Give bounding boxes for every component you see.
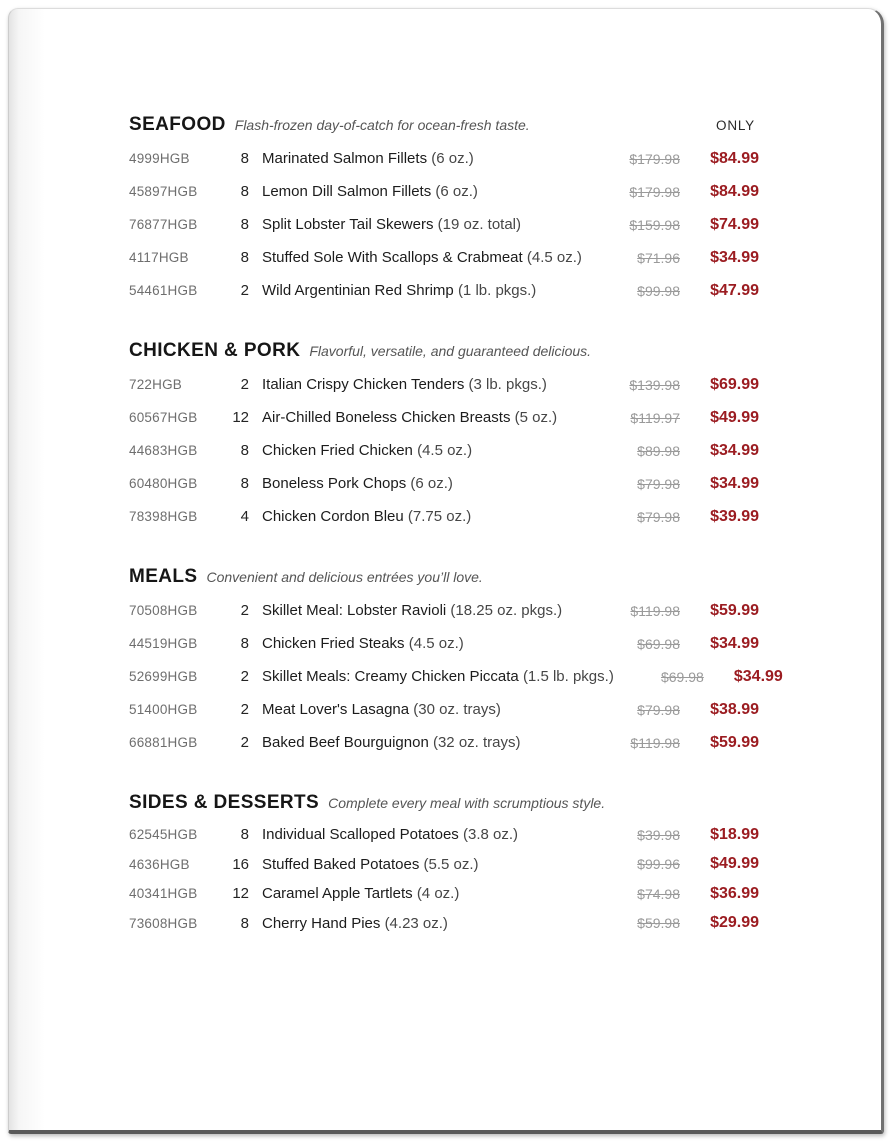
item-sale-price: $74.99	[710, 215, 759, 233]
item-name	[262, 701, 590, 718]
catalog-item-row	[129, 175, 759, 208]
item-quantity: 8	[240, 442, 249, 459]
item-original-price: $159.98	[629, 216, 680, 233]
item-name	[262, 826, 590, 843]
section-header	[129, 566, 759, 590]
item-title: Marinated Salmon Fillets	[262, 150, 428, 167]
item-size: (3.8 oz.)	[462, 826, 519, 844]
item-code: 54461HGB	[129, 283, 198, 298]
section-tagline: Complete every meal with scrumptious style.	[328, 795, 606, 811]
item-quantity: 2	[240, 376, 249, 393]
section-header	[129, 340, 759, 364]
item-quantity: 2	[240, 701, 249, 718]
section-title: MEALS	[129, 566, 198, 587]
item-size: (5.5 oz.)	[423, 855, 479, 873]
catalog-item-row	[129, 142, 759, 175]
section-chicken-pork	[129, 340, 759, 533]
catalog-item-row	[129, 660, 783, 693]
catalog-item-row	[129, 434, 759, 467]
catalog-item-row	[129, 500, 759, 533]
catalog-item-row	[129, 401, 759, 434]
item-original-price: $139.98	[629, 376, 680, 393]
item-original-price: $79.98	[637, 701, 680, 718]
item-sale-price: $29.99	[710, 914, 759, 932]
catalog-item-row	[129, 594, 759, 627]
section-title: SIDES & DESSERTS	[129, 792, 320, 813]
item-name	[262, 249, 590, 266]
item-original-price: $179.98	[629, 183, 680, 200]
item-name	[262, 602, 590, 619]
item-title: Split Lobster Tail Skewers	[262, 216, 434, 233]
item-name	[262, 668, 614, 685]
item-sale-price: $49.99	[710, 408, 759, 426]
item-code: 73608HGB	[129, 915, 198, 931]
item-code: 44519HGB	[129, 636, 198, 651]
item-original-price: $74.98	[637, 885, 680, 902]
item-name	[262, 856, 590, 873]
item-size: (7.75 oz.)	[407, 508, 472, 525]
item-size: (5 oz.)	[514, 409, 558, 426]
item-code: 78398HGB	[129, 509, 198, 524]
item-quantity: 8	[240, 183, 249, 200]
item-size: (4 oz.)	[416, 885, 460, 903]
item-sale-price: $59.99	[710, 601, 759, 619]
item-sale-price: $34.99	[710, 474, 759, 492]
catalog-item-row	[129, 627, 759, 660]
item-title: Cherry Hand Pies	[262, 914, 381, 932]
section-header	[129, 114, 759, 138]
item-code: 45897HGB	[129, 184, 198, 199]
item-title: Air-Chilled Boneless Chicken Breasts	[262, 409, 511, 426]
section-meals	[129, 566, 783, 759]
item-code: 51400HGB	[129, 702, 198, 717]
item-original-price: $119.98	[630, 734, 680, 751]
item-code: 76877HGB	[129, 217, 198, 232]
item-original-price: $69.98	[637, 635, 680, 652]
item-sale-price: $34.99	[710, 441, 759, 459]
catalog-item-row	[129, 909, 759, 939]
item-name	[262, 734, 590, 751]
item-name	[262, 915, 590, 932]
item-original-price: $59.98	[637, 915, 680, 932]
item-quantity: 4	[240, 508, 249, 525]
item-title: Skillet Meal: Lobster Ravioli	[262, 602, 447, 619]
catalog-item-row	[129, 208, 759, 241]
item-original-price: $89.98	[637, 442, 680, 459]
item-sale-price: $84.99	[710, 149, 759, 167]
item-size: (6 oz.)	[410, 475, 453, 492]
item-code: 4636HGB	[129, 856, 190, 872]
catalog-item-row	[129, 850, 759, 880]
catalog-item-row	[129, 879, 759, 909]
item-title: Skillet Meals: Creamy Chicken Piccata	[262, 668, 519, 685]
item-name	[262, 442, 590, 459]
item-title: Stuffed Baked Potatoes	[262, 855, 420, 873]
item-code: 62545HGB	[129, 827, 198, 843]
price-list	[129, 114, 783, 938]
section-tagline: Convenient and delicious entrées you’ll love.	[206, 569, 483, 585]
item-size: (3 lb. pkgs.)	[468, 376, 547, 393]
item-name	[262, 150, 590, 167]
item-title: Chicken Cordon Bleu	[262, 508, 404, 525]
section-tagline: Flash-frozen day-of-catch for ocean-fresh taste.	[234, 117, 530, 133]
item-sale-price: $59.99	[710, 733, 759, 751]
item-original-price: $99.98	[637, 282, 680, 299]
item-original-price: $99.96	[637, 856, 680, 873]
item-title: Chicken Fried Steaks	[262, 635, 405, 652]
item-size: (4.5 oz.)	[408, 635, 464, 652]
item-code: 722HGB	[129, 377, 182, 392]
item-sale-price: $39.99	[710, 507, 759, 525]
item-original-price: $79.98	[637, 508, 680, 525]
item-size: (4.23 oz.)	[384, 914, 448, 932]
section-title: CHICKEN & PORK	[129, 340, 301, 361]
item-quantity: 8	[240, 249, 249, 266]
section-title: SEAFOOD	[129, 114, 226, 135]
item-name	[262, 183, 590, 200]
item-quantity: 2	[240, 602, 249, 619]
item-title: Baked Beef Bourguignon	[262, 734, 429, 751]
item-title: Meat Lover's Lasagna	[262, 701, 410, 718]
item-title: Lemon Dill Salmon Fillets	[262, 183, 432, 200]
item-size: (30 oz. trays)	[413, 701, 501, 718]
item-quantity: 8	[240, 635, 249, 652]
item-code: 70508HGB	[129, 603, 198, 618]
item-size: (1.5 lb. pkgs.)	[522, 668, 614, 685]
item-name	[262, 376, 590, 393]
item-quantity: 8	[240, 150, 249, 167]
item-quantity: 2	[240, 282, 249, 299]
catalog-item-row	[129, 368, 759, 401]
section-seafood	[129, 114, 759, 307]
item-title: Stuffed Sole With Scallops & Crabmeat	[262, 249, 523, 266]
item-sale-price: $34.99	[710, 634, 759, 652]
item-size: (6 oz.)	[435, 183, 478, 200]
item-sale-price: $84.99	[710, 182, 759, 200]
item-name	[262, 635, 590, 652]
section-sides-desserts	[129, 792, 759, 938]
item-size: (32 oz. trays)	[432, 734, 521, 751]
item-quantity: 8	[240, 826, 249, 844]
item-sale-price: $36.99	[710, 884, 759, 902]
item-sale-price: $69.99	[710, 375, 759, 393]
section-header	[129, 792, 759, 816]
item-size: (4.5 oz.)	[417, 442, 473, 459]
item-name	[262, 409, 590, 426]
item-name	[262, 508, 590, 525]
item-original-price: $71.96	[637, 249, 680, 266]
item-quantity: 12	[232, 885, 249, 903]
item-code: 4117HGB	[129, 250, 189, 265]
item-original-price: $79.98	[637, 475, 680, 492]
item-sale-price: $34.99	[710, 248, 759, 266]
catalog-item-row	[129, 726, 759, 759]
item-title: Boneless Pork Chops	[262, 475, 407, 492]
item-code: 52699HGB	[129, 669, 198, 684]
item-sale-price: $38.99	[710, 700, 759, 718]
catalog-item-row	[129, 241, 759, 274]
catalog-item-row	[129, 693, 759, 726]
item-quantity: 2	[240, 734, 249, 751]
catalog-item-row	[129, 820, 759, 850]
item-code: 40341HGB	[129, 886, 198, 902]
item-quantity: 12	[232, 409, 249, 426]
item-title: Chicken Fried Chicken	[262, 442, 413, 459]
item-code: 60480HGB	[129, 476, 198, 491]
section-tagline: Flavorful, versatile, and guaranteed delicious.	[309, 343, 592, 359]
item-sale-price: $47.99	[710, 281, 759, 299]
item-code: 4999HGB	[129, 151, 190, 166]
catalog-page	[8, 8, 884, 1134]
catalog-item-row	[129, 274, 759, 307]
item-sale-price: $49.99	[710, 855, 759, 873]
item-name	[262, 475, 590, 492]
item-original-price: $179.98	[629, 150, 680, 167]
item-original-price: $39.98	[637, 826, 680, 843]
item-original-price: $69.98	[660, 668, 704, 685]
item-sale-price: $34.99	[733, 667, 783, 685]
item-title: Italian Crispy Chicken Tenders	[262, 376, 465, 393]
item-original-price: $119.97	[630, 409, 680, 426]
catalog-item-row	[129, 467, 759, 500]
item-title: Caramel Apple Tartlets	[262, 885, 413, 903]
item-quantity: 8	[240, 216, 249, 233]
item-size: (19 oz. total)	[437, 216, 522, 233]
item-code: 60567HGB	[129, 410, 198, 425]
item-size: (4.5 oz.)	[526, 249, 582, 266]
only-column-header: ONLY	[716, 118, 755, 133]
item-quantity: 8	[240, 475, 249, 492]
item-sale-price: $18.99	[710, 825, 759, 843]
item-code: 44683HGB	[129, 443, 198, 458]
item-name	[262, 216, 590, 233]
item-quantity: 16	[232, 855, 249, 873]
item-quantity: 8	[240, 914, 249, 932]
item-original-price: $119.98	[630, 602, 680, 619]
item-size: (18.25 oz. pkgs.)	[450, 602, 563, 619]
item-size: (6 oz.)	[431, 150, 474, 167]
item-title: Wild Argentinian Red Shrimp	[262, 282, 454, 299]
item-code: 66881HGB	[129, 735, 198, 750]
item-title: Individual Scalloped Potatoes	[262, 826, 459, 844]
item-size: (1 lb. pkgs.)	[457, 282, 537, 299]
item-quantity: 2	[240, 668, 249, 685]
item-name	[262, 282, 590, 299]
item-name	[262, 885, 590, 902]
